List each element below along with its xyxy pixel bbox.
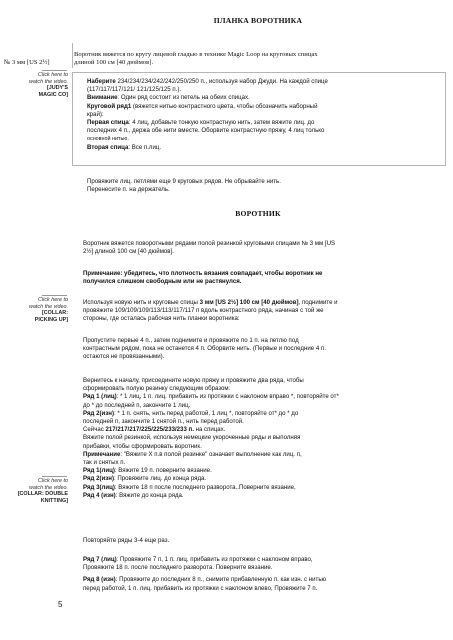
text-span: , поднимите и [298, 299, 338, 306]
short-row-4-label: Ряд 4 (изн) [83, 491, 116, 499]
text-line: так и снятых п. [83, 459, 126, 467]
text-span: Используя новую нить и круговые спицы [83, 299, 200, 306]
note-text: : "Вяжите Х п.в полой резинке" означает выполнение как лиц. п, [120, 450, 302, 458]
section-title-placket: ПЛАНКА ВОРОТНИКА [213, 16, 303, 25]
row-8-label: Ряд 8 (изн) [83, 576, 116, 584]
video-link-label: [JUDY'S [46, 85, 68, 92]
text-line: край): [87, 110, 104, 118]
text-line: остаются не провязанными). [83, 353, 165, 361]
short-row-4-text: : Вяжите до конца ряда. [115, 491, 184, 499]
row-7-text: : Провяжите 7 п, 1 п. лиц. прибавить из протяжки с наклоном вправо, [116, 556, 313, 563]
circular-row-text: (вяжется нитью контрастного цвета, чтобы обозначить наборный [131, 102, 318, 110]
video-link-collar-picking-up[interactable] [4, 297, 68, 323]
text-line: Вернитесь к началу, присоедините новую пряжу и провяжите два ряда, чтобы [83, 377, 304, 384]
short-row-3-text: : Вяжите 18 п после последнего разворота..Поверните вязание, [114, 483, 296, 491]
collar-pickup [83, 299, 445, 324]
video-link-text: watch the video. [29, 484, 68, 491]
text-line: до * до последней п, закончите 1 лиц. [83, 401, 191, 409]
sidebar-divider [42, 295, 67, 296]
cast-on-label: Наберите [87, 78, 116, 85]
row-2-text: : * 1 п. снять, нить перед работой, 1 лиц *, повторяйте от* до * до [114, 409, 299, 417]
text-span: Сейчас [83, 426, 106, 434]
video-link-judys-magic-co[interactable] [4, 72, 68, 98]
video-link-text: watch the video. [29, 303, 68, 310]
short-row-2-label: Ряд 2(изн) [83, 475, 115, 483]
attention-text: : Один ряд состоит из петель на обеих спицах. [117, 94, 250, 102]
collar-rib-block [83, 377, 445, 500]
page-number: 5 [58, 600, 63, 609]
placket-intro-side: № 3 мм [US 2½] [4, 59, 50, 66]
video-link-text: Click here to [38, 478, 68, 484]
text-line: Примечание: убедитесь, что плотность вязания совпадает, чтобы воротник не [83, 270, 323, 277]
row-2-label: Ряд 2(изн) [83, 409, 115, 417]
text-line: контрастным рядом, пока не останется 4 п. Оборвите нить. (Первые и последние 4 п. [83, 345, 326, 353]
note-label: Примечание [83, 450, 121, 458]
text-line: Воротник вяжется по кругу лицевой гладью в технике Magic Loop на круговых спицах [74, 51, 318, 58]
second-needle-text: : Все п.лиц. [128, 143, 162, 151]
text-line: Воротник вяжется поворотными рядами полой резинкой круговыми спицами № 3 мм [US [83, 240, 336, 247]
row-7-label: Ряд 7 (лиц) [83, 556, 117, 563]
text-line: прибавки, чтобы сформировать воротник. [83, 442, 202, 450]
text-line: Провяжите лиц. петлями еще 9 круговых рядов. Не обрывайте нить. [87, 178, 281, 185]
intro-rule [72, 43, 73, 68]
sidebar-divider [42, 476, 67, 477]
text-line: основной нитью. [87, 136, 129, 143]
sidebar-divider [42, 70, 67, 71]
text-line: получился слишком свободным или не растянулся. [83, 278, 242, 286]
short-row-1-text: : Вяжите 19 п. поверните вязание. [114, 467, 212, 475]
text-line: последних 4 п., держа обе нити вместе. Оборвите контрастную пряжу, 4 лиц только [87, 127, 325, 135]
placket-after-block [87, 178, 443, 194]
row-1-text: : * 1 лиц, 1 п. лиц. прибавить из протяжки с наклоном вправо *, повторяйте от* [116, 393, 339, 401]
video-link-label: [COLLAR: DOUBLE [17, 491, 68, 498]
text-line: Перенесите п. на держатель. [87, 186, 170, 194]
circular-row-label: Круговой ряд1 [87, 102, 132, 110]
repeat-rows: Повторяйте ряды 3-4 еще раз. [83, 537, 170, 544]
text-line: 2½] длиной 100 см [40 дюймов]. [83, 248, 174, 256]
cast-on-block [87, 78, 443, 152]
collar-intro [83, 240, 443, 256]
short-row-2-text: : Провяжите лиц. до конца ряда. [114, 475, 207, 483]
text-line: перед работой, 1 п. лиц. прибавить из протяжки с наклоном влево, Провяжите 7 п. [83, 584, 318, 592]
video-link-text: watch the video. [29, 78, 68, 85]
row-1-label: Ряд 1 (лиц) [83, 393, 117, 401]
needle-spec: 3 мм [US 2½] 100 см [40 дюймов] [199, 299, 299, 306]
video-link-label: [COLLAR: [41, 310, 68, 317]
short-row-3-label: Ряд 3(лиц) [83, 483, 115, 491]
text-span: на спицах. [193, 426, 226, 434]
first-needle-text: : 4 лиц, добавьте тонкую контрастную нить, затем вяжите лиц. до [128, 119, 315, 127]
text-line: провяжите 109/109/109/113/113/117/117 п вдоль контрастного ряда, начиная с той же [83, 307, 324, 315]
cast-on-text: 234/234/234/242/242/250/250 п., используя набор Джуди. На каждой спице [115, 78, 328, 85]
video-link-label: PICKING UP] [34, 316, 68, 323]
text-line: Вяжите полой резинкой, используя немецкие укороченные ряды и выполняя [83, 434, 301, 442]
text-line: стороны, где осталась рабочая нить планки воротника: [83, 315, 240, 323]
collar-note [83, 270, 443, 286]
video-link-text: Click here to [38, 72, 68, 78]
text-line: Провяжите 18 п. после последнего разворота. Поверните вязание. [83, 564, 273, 572]
video-link-collar-double-knitting[interactable] [4, 478, 68, 504]
video-link-text: Click here to [38, 297, 68, 303]
collar-skip [83, 337, 445, 362]
text-line: сформировать полую резинку следующим образом: [83, 385, 231, 393]
attention-label: Внимание [87, 94, 118, 102]
text-line: Пропустите первые 4 п., затем поднимите и провяжите по 1 п. на петлю под [83, 337, 299, 344]
text-line: (117/117/117/121/ 121/125/125 п.). [87, 86, 182, 94]
placket-intro-line2: длиной 100 см [40 дюймов]. [74, 59, 154, 66]
stitch-count: 217/217/217/225/225/233/233 п. [105, 426, 194, 434]
second-needle-label: Вторая спица [87, 143, 129, 151]
first-needle-label: Первая спица [87, 119, 129, 127]
short-row-1-label: Ряд 1(лиц) [83, 467, 115, 475]
collar-rows-7-8 [83, 556, 445, 593]
row-8-text: : Провяжите до последних 8 п., снимите прибавленную п. как изн. с нитью [115, 576, 327, 584]
video-link-label: MAGIC CO] [38, 91, 68, 98]
text-line: последней п, закончите 1 снятой п., нить перед работой. [83, 418, 244, 426]
section-title-collar: ВОРОТНИК [235, 209, 281, 218]
video-link-label: KNITTING] [40, 497, 68, 504]
